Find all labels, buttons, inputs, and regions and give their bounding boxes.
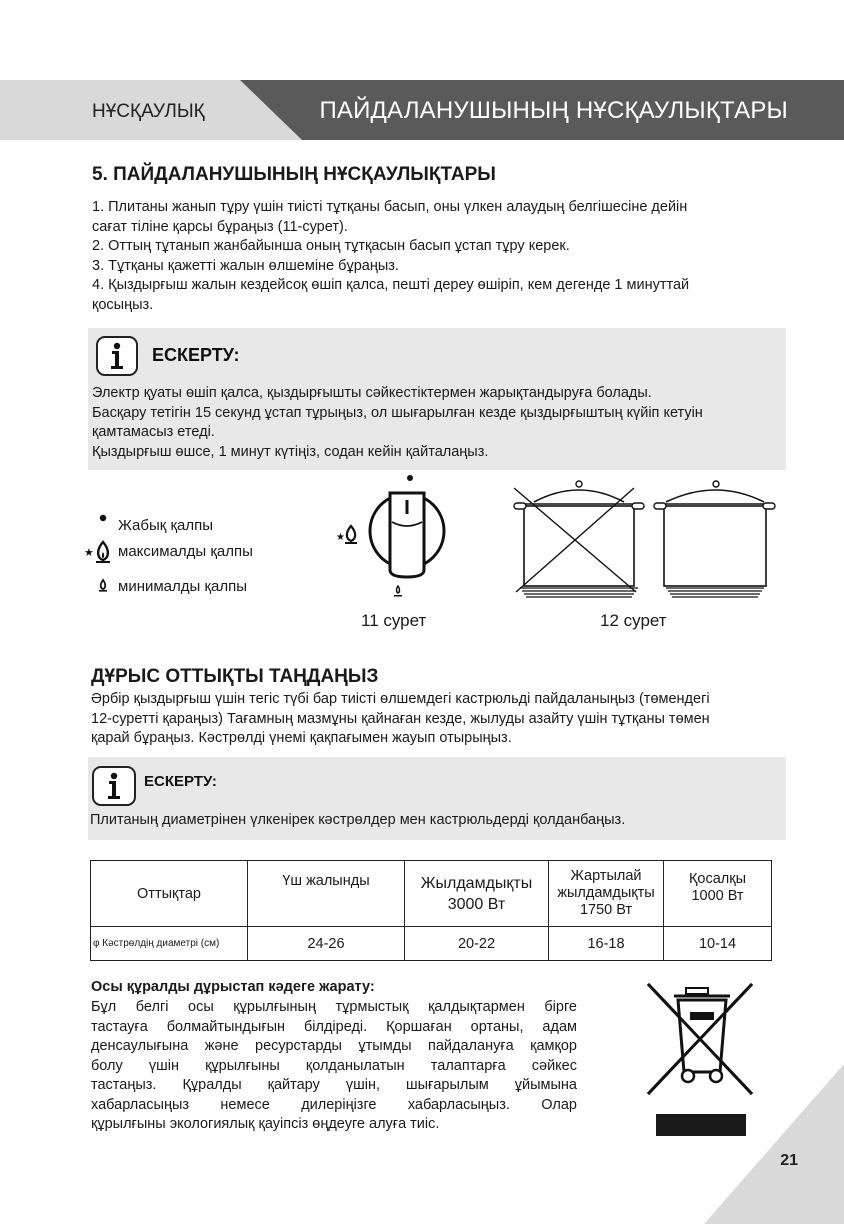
info-icon	[92, 766, 136, 806]
table-row	[91, 927, 772, 961]
cell-value: 16-18	[549, 927, 664, 961]
warning-line: Басқару тетігін 15 секунд ұстап тұрыңыз, ол шығарылған кезде қыздырғыштың күйіп кетуін	[92, 404, 703, 421]
header-rapid: Жылдамдықты 3000 Вт	[405, 861, 549, 927]
cell-value: 24-26	[248, 927, 405, 961]
disposal-line: тастаңыз. Құралды қайтару үшін, шығарылым ұйымына	[91, 1077, 577, 1093]
section-title-burner: ДҰРЫС ОТТЫҚТЫ ТАҢДАҢЫЗ	[91, 666, 379, 687]
svg-text:★: ★	[336, 532, 345, 543]
burner-size-table	[90, 860, 772, 961]
disposal-line: құрылғыны экологиялық қауіпсіз өңдеуге алуға тиіс.	[91, 1116, 440, 1132]
warning-text-2: Плитаның диаметрінен үлкенірек кәстрөлдер мен кастрюльдерді қолданбаңыз.	[90, 812, 626, 828]
instruction-line: 1. Плитаны жанып тұру үшін тиісті тұтқаны басып, оны үлкен алаудың белгішесіне дейін	[92, 199, 688, 215]
header-left-title: НҰСҚАУЛЫҚ	[92, 101, 205, 122]
figure-12-caption: 12 сурет	[600, 611, 667, 630]
disposal-line: хабарласыңыз немесе дилеріңізге хабарласыңыз. Олар	[91, 1096, 577, 1113]
instruction-line: 12-суретті қараңыз) Тағамның мазмұны қайнаған кезде, жылуды азайту үшін тұтқаны төмен	[91, 710, 710, 727]
cell-value: 10-14	[664, 927, 772, 961]
disposal-line: Бұл белгі осы құрылғының тұрмыстық қалдықтармен бірге	[91, 999, 577, 1015]
warning-title: ЕСКЕРТУ:	[152, 345, 240, 365]
header-semi-rapid: Жартылай жылдамдықты 1750 Вт	[549, 861, 664, 927]
knob-diagram	[330, 470, 470, 610]
usage-instructions	[92, 198, 689, 315]
disposal-line: денсаулығына және ресурстарды ұтымды пайдалануға қамқор	[91, 1038, 577, 1054]
star-icon: ★	[84, 546, 94, 559]
instruction-line: 2. Оттың тұтанып жанбайынша оның тұтқасын басып ұстап тұру керек.	[92, 238, 570, 254]
section-title-usage: 5. ПАЙДАЛАНУШЫНЫҢ НҰСҚАУЛЫҚТАРЫ	[92, 164, 496, 185]
legend-min: минималды қалпы	[118, 578, 248, 595]
cell-value: 20-22	[405, 927, 549, 961]
large-flame-icon	[96, 542, 110, 563]
legend-symbols	[84, 512, 120, 602]
warning-title-2: ЕСКЕРТУ:	[144, 773, 217, 790]
disposal-title: Осы құралды дұрыстап кәдеге жарату:	[91, 979, 375, 995]
burner-instructions	[91, 690, 710, 749]
page-number: 21	[780, 1152, 798, 1169]
row-label: φ Кәстрөлдің диаметрі (см)	[91, 927, 248, 961]
warning-line: Қыздырғыш өшсе, 1 минут күтіңіз, содан кейін қайталаңыз.	[92, 443, 489, 460]
instruction-line: сағат тіліне қарсы бұраңыз (11-сурет).	[92, 218, 348, 235]
header-burners: Оттықтар	[91, 861, 248, 927]
legend-max: максималды қалпы	[118, 543, 253, 560]
warning-note-box-2	[88, 757, 786, 840]
weee-crossed-bin-icon	[640, 978, 760, 1140]
disposal-text	[91, 998, 577, 1135]
instruction-line: қосыңыз.	[92, 296, 154, 313]
figure-11-caption: 11 сурет	[361, 611, 427, 630]
pots-diagram	[506, 474, 776, 606]
disposal-line: тастауға болмайтындығын білдіреді. Қоршаған ортаны, адам	[91, 1018, 577, 1035]
instruction-line: Әрбір қыздырғыш үшін тегіс түбі бар тиісті өлшемдегі кастрюльді пайдаланыңыз (төмендегі	[91, 691, 710, 707]
header-right-title: ПАЙДАЛАНУШЫНЫҢ НҰСҚАУЛЫҚТАРЫ	[319, 97, 788, 124]
instruction-line: 4. Қыздырғыш жалын кездейсоқ өшіп қалса, пешті дереу өшіріп, кем дегенде 1 минуттай	[92, 277, 690, 293]
header-auxiliary: Қосалқы 1000 Вт	[664, 861, 772, 927]
legend-closed: Жабық қалпы	[118, 517, 214, 534]
warning-text	[92, 384, 703, 462]
correct-pot-icon	[654, 481, 775, 597]
small-flame-icon	[99, 580, 107, 592]
wrong-pot-icon	[514, 481, 644, 597]
info-icon	[96, 336, 138, 376]
instruction-line: 3. Тұтқаны қажетті жалын өлшеміне бұраңыз.	[92, 257, 399, 274]
closed-dot-icon	[100, 515, 106, 521]
table-header-row	[91, 861, 772, 927]
warning-line: қамтамасыз етеді.	[92, 424, 215, 440]
instruction-line: қарай бұраңыз. Кәстрөлді үнемі қақпағымен жауып отырыңыз.	[91, 730, 512, 746]
header-triple: Үш жалынды	[248, 861, 405, 927]
warning-note-box	[88, 328, 786, 470]
disposal-line: болу үшін құрылғыны қолданылатын талаптарға сәйкес	[91, 1057, 577, 1074]
warning-line: Электр қуаты өшіп қалса, қыздырғышты сәйкестіктермен жарықтандыруға болады.	[92, 385, 652, 401]
